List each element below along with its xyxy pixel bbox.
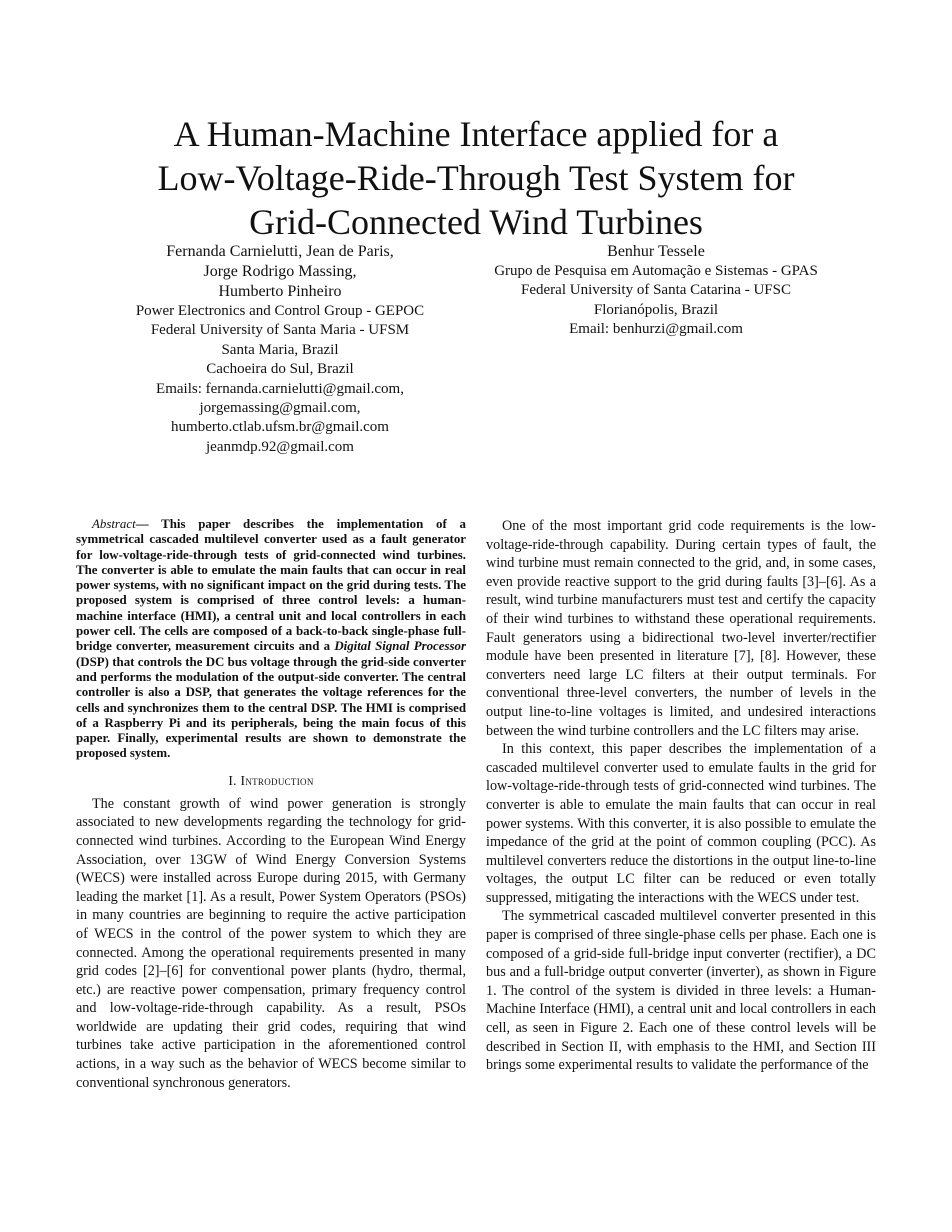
body-paragraph: One of the most important grid code requirements is the low-voltage-ride-through capability. During certain types of fault, the wind turbine must remain connected to the grid, and, in some cases, even provide reactive support to the grid during faults [3]–[6]. As a result, wind turbine manufacturers must test and certify the capacity of their wind turbines to withstand these operational requirements. Fault generators using a bidirectional two-level inverter/rectifier module have been presented in literature [7], [8]. However, these converters need large LC filters at their output terminals. For conventional three-level converters, the number of levels in the output line-to-line voltages is limited, and undesired interactions between the wind turbine controllers and the LC filters may arise. — [486, 518, 876, 739]
author-email: Emails: fernanda.carnielutti@gmail.com, — [156, 380, 404, 397]
section-number: I. — [228, 772, 237, 788]
author-email: jorgemassing@gmail.com, — [199, 400, 361, 417]
abstract-text: — This paper describes the implementation of a symmetrical cascaded multilevel converter used as a fault generator for low-voltage-ride-through tests of grid-connected wind turbines. The converter is able to emulate the main faults that can occur in real power systems, with no significant impact on the grid during tests. The proposed system is comprised of three control levels: a human-machine interface (HMI), a central unit and local controllers in each power cell. The cells are composed of a back-to-back single-phase full-bridge converter, measurement circuits and a — [76, 517, 466, 654]
body-paragraph: In this context, this paper describes the implementation of a cascaded multilevel converter used to emulate faults in the grid for low-voltage-ride-through tests of grid-connected wind turbines. The converter is able to emulate the main faults that can occur in real power systems. With this converter, it is also possible to emulate the impedance of the grid at the point of common coupling (PCC). As multilevel converters reduce the distortions in the output line-to-line voltages, the output LC filter can be reduced or even totally suppressed, mitigating the interactions with the WECS under test. — [486, 741, 876, 906]
author-block-left — [96, 242, 464, 457]
body-paragraph: The constant growth of wind power generation is strongly associated to new developments regarding the technology for grid-connected wind turbines. According to the European Wind Energy Association, over 13GW of Wind Energy Conversion Systems (WECS) were installed across Europe during 2015, with Germany leading the market [1]. As a result, Power System Operators (PSOs) in many countries are beginning to require the active participation of WECS in the control of the power system to which they are connected. Among the operational requirements presented in many grid codes [2]–[6] for conventional power plants (hydro, thermal, etc.) are reactive power compensation, primary frequency control and low-voltage-ride-through capability. As a result, PSOs worldwide are updating their grid codes, requiring that wind turbines take active participation in the aforementioned control actions, in a way such as the behavior of WECS become similar to conventional synchronous generators. — [76, 795, 466, 1091]
title-line: Grid-Connected Wind Turbines — [249, 202, 703, 243]
author-names: Fernanda Carnielutti, Jean de Paris, — [166, 243, 394, 260]
abstract-emphasis: Digital Signal Processor — [334, 639, 466, 654]
author-affiliation: Federal University of Santa Maria - UFSM — [150, 322, 410, 339]
section-heading — [76, 772, 466, 790]
left-column — [76, 517, 466, 1092]
author-names: Jorge Rodrigo Massing, — [203, 263, 357, 280]
author-email: Email: benhurzi@gmail.com — [569, 321, 743, 338]
body-paragraph: The symmetrical cascaded multilevel converter presented in this paper is comprised of three single-phase cells per phase. Each one is composed of a grid-side full-bridge input converter (rectifier), a DC bus and a full-bridge output converter (inverter), as shown in Figure 1. The control of the system is divided in three levels: a Human-Machine Interface (HMI), a central unit and local controllers in each cell, as seen in Figure 2. Each one of these control levels will be described in Section II, with emphasis to the HMI, and Section III brings some experimental results to validate the performance of the — [486, 908, 876, 1074]
author-email: jeanmdp.92@gmail.com — [206, 438, 354, 455]
author-affiliation: Grupo de Pesquisa em Automação e Sistemas - GPAS — [494, 263, 818, 279]
author-email: humberto.ctlab.ufsm.br@gmail.com — [171, 419, 389, 436]
abstract — [76, 517, 466, 762]
author-names: Benhur Tessele — [607, 243, 705, 260]
section-title: Introduction — [240, 772, 314, 788]
title-line: Low-Voltage-Ride-Through Test System for — [157, 158, 795, 199]
author-affiliation: Power Electronics and Control Group - GEPOC — [135, 303, 425, 319]
author-affiliation: Federal University of Santa Catarina - UFSC — [521, 282, 791, 299]
right-column — [486, 517, 876, 1075]
author-location: Santa Maria, Brazil — [221, 341, 339, 358]
abstract-label: Abstract — [92, 517, 136, 531]
author-block-right — [470, 242, 842, 340]
title-line: A Human-Machine Interface applied for a — [173, 114, 779, 155]
abstract-text: (DSP) that controls the DC bus voltage through the grid-side converter and performs the modulation of the output-side converter. The central controller is also a DSP, that generates the voltage references for the cells and synchronizes them to the central DSP. The HMI is comprised of a Raspberry Pi and its peripherals, being the main focus of this paper. Finally, experimental results are shown to demonstrate the proposed system. — [76, 654, 466, 761]
author-names: Humberto Pinheiro — [218, 283, 342, 300]
author-location: Florianópolis, Brazil — [593, 301, 719, 318]
author-location: Cachoeira do Sul, Brazil — [206, 361, 354, 378]
paper-title — [76, 112, 876, 244]
